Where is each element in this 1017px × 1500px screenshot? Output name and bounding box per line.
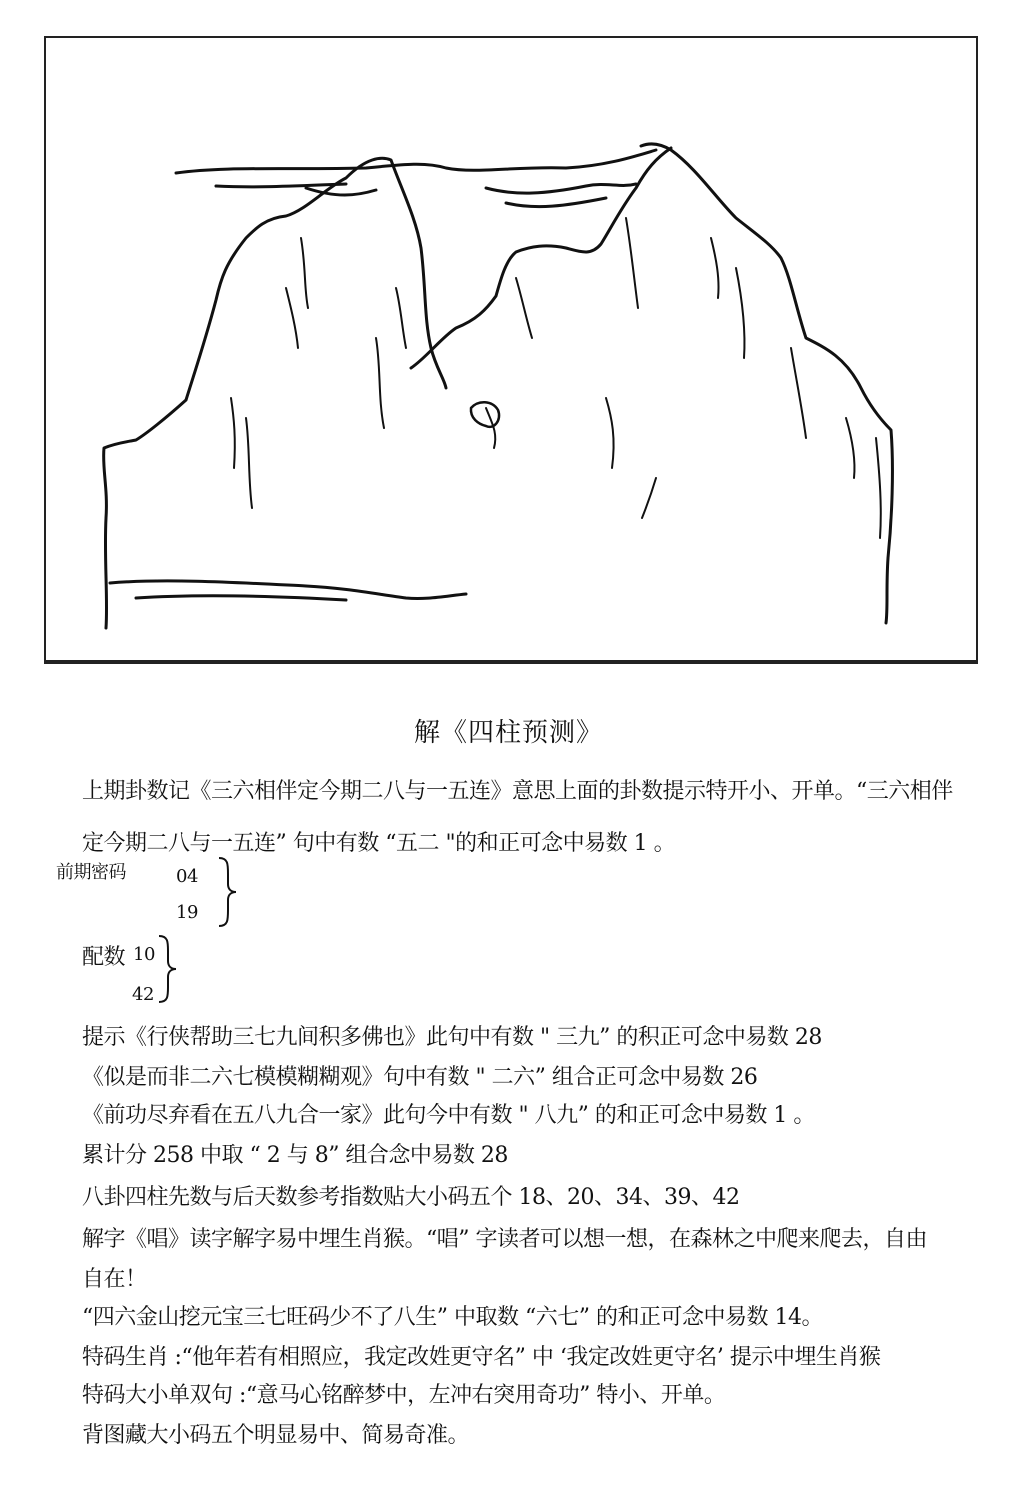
closing-line-1: “四六金山挖元宝三七旺码少不了八生” 中取数 “六七” 的和正可念中易数 14。 (82, 1305, 823, 1330)
hint-line-1: 提示《行侠帮助三七九间积多佛也》此句中有数 " 三九” 的积正可念中易数 28 (82, 1025, 822, 1050)
hint-line-3: 《前功尽弃看在五八九合一家》此句今中有数 " 八九” 的和正可念中易数 1 。 (82, 1103, 815, 1128)
pairing-number-2: 42 (132, 984, 154, 1005)
paragraph1-line2: 定今期二八与一五连” 句中有数 “五二 "的和正可念中易数 1 。 (82, 831, 676, 856)
closing-line-2: 特码生肖 :“他年若有相照应，我定改姓更守名” 中 ‘我定改姓更守名’ 提示中埋生肖猴 (82, 1345, 881, 1370)
closing-line-4: 背图藏大小码五个明显易中、简易奇准。 (82, 1423, 470, 1448)
jiezi-line-1: 解字《唱》读字解字易中埋生肖猴。“唱” 字读者可以想一想，在森林之中爬来爬去，自由 (82, 1227, 927, 1252)
hint-line-4: 累计分 258 中取 “ 2 与 8” 组合念中易数 28 (82, 1143, 508, 1168)
mountain-sketch (46, 38, 976, 660)
illustration-frame (44, 36, 978, 664)
previous-code-1: 04 (176, 866, 198, 887)
closing-line-3: 特码大小单双句 :“意马心铭醉梦中，左冲右突用奇功” 特小、开单。 (82, 1383, 726, 1408)
pairing-label: 配数 (82, 945, 126, 970)
hint-line-5: 八卦四柱先数与后天数参考指数贴大小码五个 18、20、34、39、42 (82, 1185, 740, 1210)
paragraph1-line1: 上期卦数记《三六相伴定今期二八与一五连》意思上面的卦数提示特开小、开单。“三六相伴 (82, 779, 953, 804)
pairing-brace (156, 934, 180, 1004)
previous-codes-brace (216, 856, 240, 928)
previous-code-2: 19 (176, 902, 198, 923)
jiezi-line-2: 自在！ (82, 1267, 147, 1292)
pairing-number-1: 10 (133, 944, 155, 965)
hint-line-2: 《似是而非二六七模模糊糊观》句中有数 " 二六” 组合正可念中易数 26 (82, 1065, 758, 1090)
previous-codes-label: 前期密码 (56, 862, 126, 883)
article-title: 解《四柱预测》 (413, 718, 603, 748)
